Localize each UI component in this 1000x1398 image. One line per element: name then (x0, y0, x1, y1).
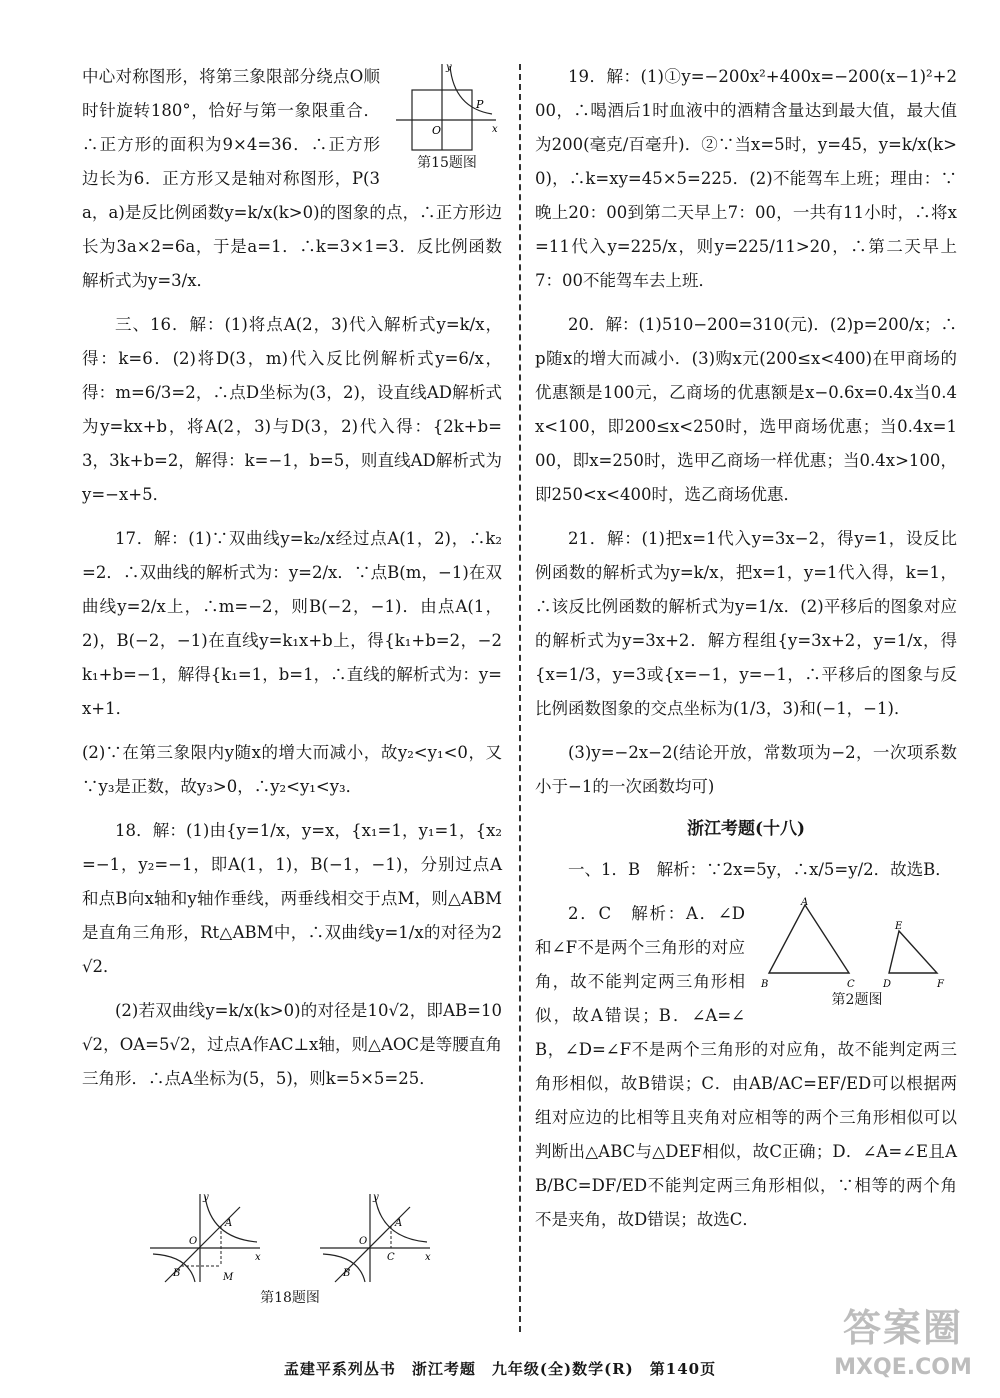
svg-text:E: E (895, 921, 903, 932)
svg-text:B: B (173, 1268, 181, 1279)
answer-q15: 中心对称图形，将第三象限部分绕点O顺时针旋转180°，恰好与第一象限重合．∴正方形的面积为9×4=36．∴正方形边长为6．正方形又是轴对称图形，P(3a，a)是反比例函数y=k/x(k>0)的图象的点，∴正方形边长为3a×2=6a，于是a=1．∴k=3×1=3．反比例函数解析式为y=3/x． (82, 67, 502, 290)
svg-text:y: y (203, 1192, 209, 1203)
svg-text:x: x (255, 1252, 261, 1263)
answer-q19: 19．解：(1)①y=−200x²+400x=−200(x−1)²+200，∴喝酒后1时血液中的酒精含量达到最大值，最大值为200(毫克/百毫升)．②∵当x=5时，y=45，y=k/x(k>0)，∴k=xy=45×5=225．(2)不能驾车上班；理由：∵晚上20：00到第二天早上7：00，一共有11小时，∴将x=11代入y=225/x，则y=225/11>20，∴第二天早上7：00不能驾车去上班． (535, 67, 957, 290)
figure-18-graph-left (145, 1190, 265, 1285)
svg-text:y: y (373, 1192, 379, 1203)
answer-q18-part1: 18．解：(1)由{y=1/x，y=x，{x₁=1，y₁=1，{x₂=−1，y₂=−1，即A(1，1)，B(−1，−1)，分别过点A和点B向x轴和y轴作垂线，两垂线相交于点M，则△ABM是直角三角形，Rt△ABM中，∴双曲线y=1/x的对径为2√2． (82, 821, 502, 976)
svg-text:B: B (761, 979, 769, 989)
answer-q17-part2: (2)∵在第三象限内y随x的增大而减小，故y₂<y₁<0，又∵y₃是正数，故y₃>0，∴y₂<y₁<y₃． (82, 743, 502, 796)
answer-s2: 2．C 解析：A．∠D和∠F不是两个三角形的对应角，故不能判定两三角形相似，故A错误；B．∠A=∠B，∠D=∠F不是两个三角形的对应角，故不能判定两三角形相似，故B错误；C．由AB/AC=EF/ED可以根据两组对应边的比相等且夹角对应相等的两个三角形相似可以判断出△ABC与△DEF相似，故C正确；D．∠A=∠E且AB/BC=DF/ED不能判定两三角形相似，∵相等的两个角不是夹角，故D错误；故选C． (535, 904, 957, 1229)
figure-2-caption: 第2题图 (831, 992, 883, 1008)
svg-text:P: P (476, 98, 484, 111)
figure-15-caption: 第15题图 (417, 155, 477, 171)
section-title: 浙江考题(十八) (686, 819, 806, 839)
svg-text:M: M (223, 1272, 234, 1283)
svg-text:y: y (446, 62, 452, 73)
figure-18-graph-right (315, 1190, 435, 1285)
svg-text:x: x (425, 1252, 431, 1263)
watermark-logo (828, 1302, 978, 1392)
figure-2-triangles (757, 897, 957, 989)
figure-15 (392, 60, 502, 172)
answer-q21-part1: 21．解：(1)把x=1代入y=3x−2，得y=1，设反比例函数的解析式为y=k/x，把x=1，y=1代入得，k=1，∴该反比例函数的解析式为y=1/x．(2)平移后的图象对应的解析式为y=3x+2．解方程组{y=3x+2，y=1/x，得{x=1/3，y=3或{x=−1，y=−1，∴平移后的图象与反比例函数图象的交点坐标为(1/3，3)和(−1，−1)． (535, 529, 957, 718)
svg-text:C: C (387, 1252, 395, 1263)
figure-18 (80, 1190, 500, 1307)
answer-q18-part2: (2)若双曲线y=k/x(k>0)的对径是10√2，即AB=10√2，OA=5√2，过点A作AC⊥x轴，则△AOC是等腰直角三角形．∴点A坐标为(5，5)，则k=5×5=25． (82, 1001, 502, 1088)
svg-text:B: B (343, 1268, 351, 1279)
right-column (535, 60, 957, 1247)
svg-text:A: A (801, 897, 809, 908)
svg-text:O: O (359, 1236, 368, 1247)
answer-q16: 三、16．解：(1)将点A(2，3)代入解析式y=k/x，得：k=6．(2)将D(3，m)代入反比例解析式y=6/x，得：m=6/3=2，∴点D坐标为(3，2)，设直线AD解析式为y=kx+b，将A(2，3)与D(3，2)代入得：{2k+b=3，3k+b=2，解得：k=−1，b=5，则直线AD解析式为y=−x+5． (82, 315, 502, 504)
figure-18-caption: 第18题图 (260, 1290, 320, 1306)
svg-text:O: O (432, 124, 442, 137)
watermark-line1: 答案圈 (842, 1306, 963, 1350)
answer-q21-part2: (3)y=−2x−2(结论开放，常数项为−2，一次项系数小于−1的一次函数均可) (535, 743, 957, 796)
svg-text:F: F (937, 979, 944, 989)
answer-q20: 20．解：(1)510−200=310(元)．(2)p=200/x；∴p随x的增大而减小．(3)购x元(200≤x<400)在甲商场的优惠额是100元，乙商场的优惠额是x−0.6x=0.4x当0.4x<100，即200≤x<250时，选甲商场优惠；当0.4x=100，即x=250时，选甲乙商场一样优惠；当0.4x>100，即250<x<400时，选乙商场优惠． (535, 315, 957, 504)
column-divider (519, 64, 521, 1332)
svg-text:A: A (225, 1218, 233, 1229)
left-column (82, 60, 502, 1106)
svg-text:O: O (189, 1236, 198, 1247)
figure-2 (757, 897, 957, 1009)
answer-q17-part1: 17．解：(1)∵双曲线y=k₂/x经过点A(1，2)，∴k₂=2．∴双曲线的解析式为：y=2/x．∵点B(m，−1)在双曲线y=2/x上，∴m=−2，则B(−2，−1)．由点A(1，2)，B(−2，−1)在直线y=k₁x+b上，得{k₁+b=2，−2k₁+b=−1，解得{k₁=1，b=1，∴直线的解析式为：y=x+1． (82, 529, 502, 718)
svg-text:x: x (492, 124, 498, 135)
page-footer: 孟建平系列丛书 浙江考题 九年级(全)数学(R) 第140页 (283, 1360, 717, 1378)
figure-15-graph (392, 60, 502, 152)
answer-s1: 一、1．B 解析：∵2x=5y，∴x/5=y/2．故选B． (568, 860, 952, 879)
svg-text:A: A (395, 1218, 403, 1229)
watermark-line2: MXQE.COM (834, 1355, 972, 1380)
svg-text:C: C (847, 979, 855, 989)
svg-text:D: D (883, 979, 892, 989)
